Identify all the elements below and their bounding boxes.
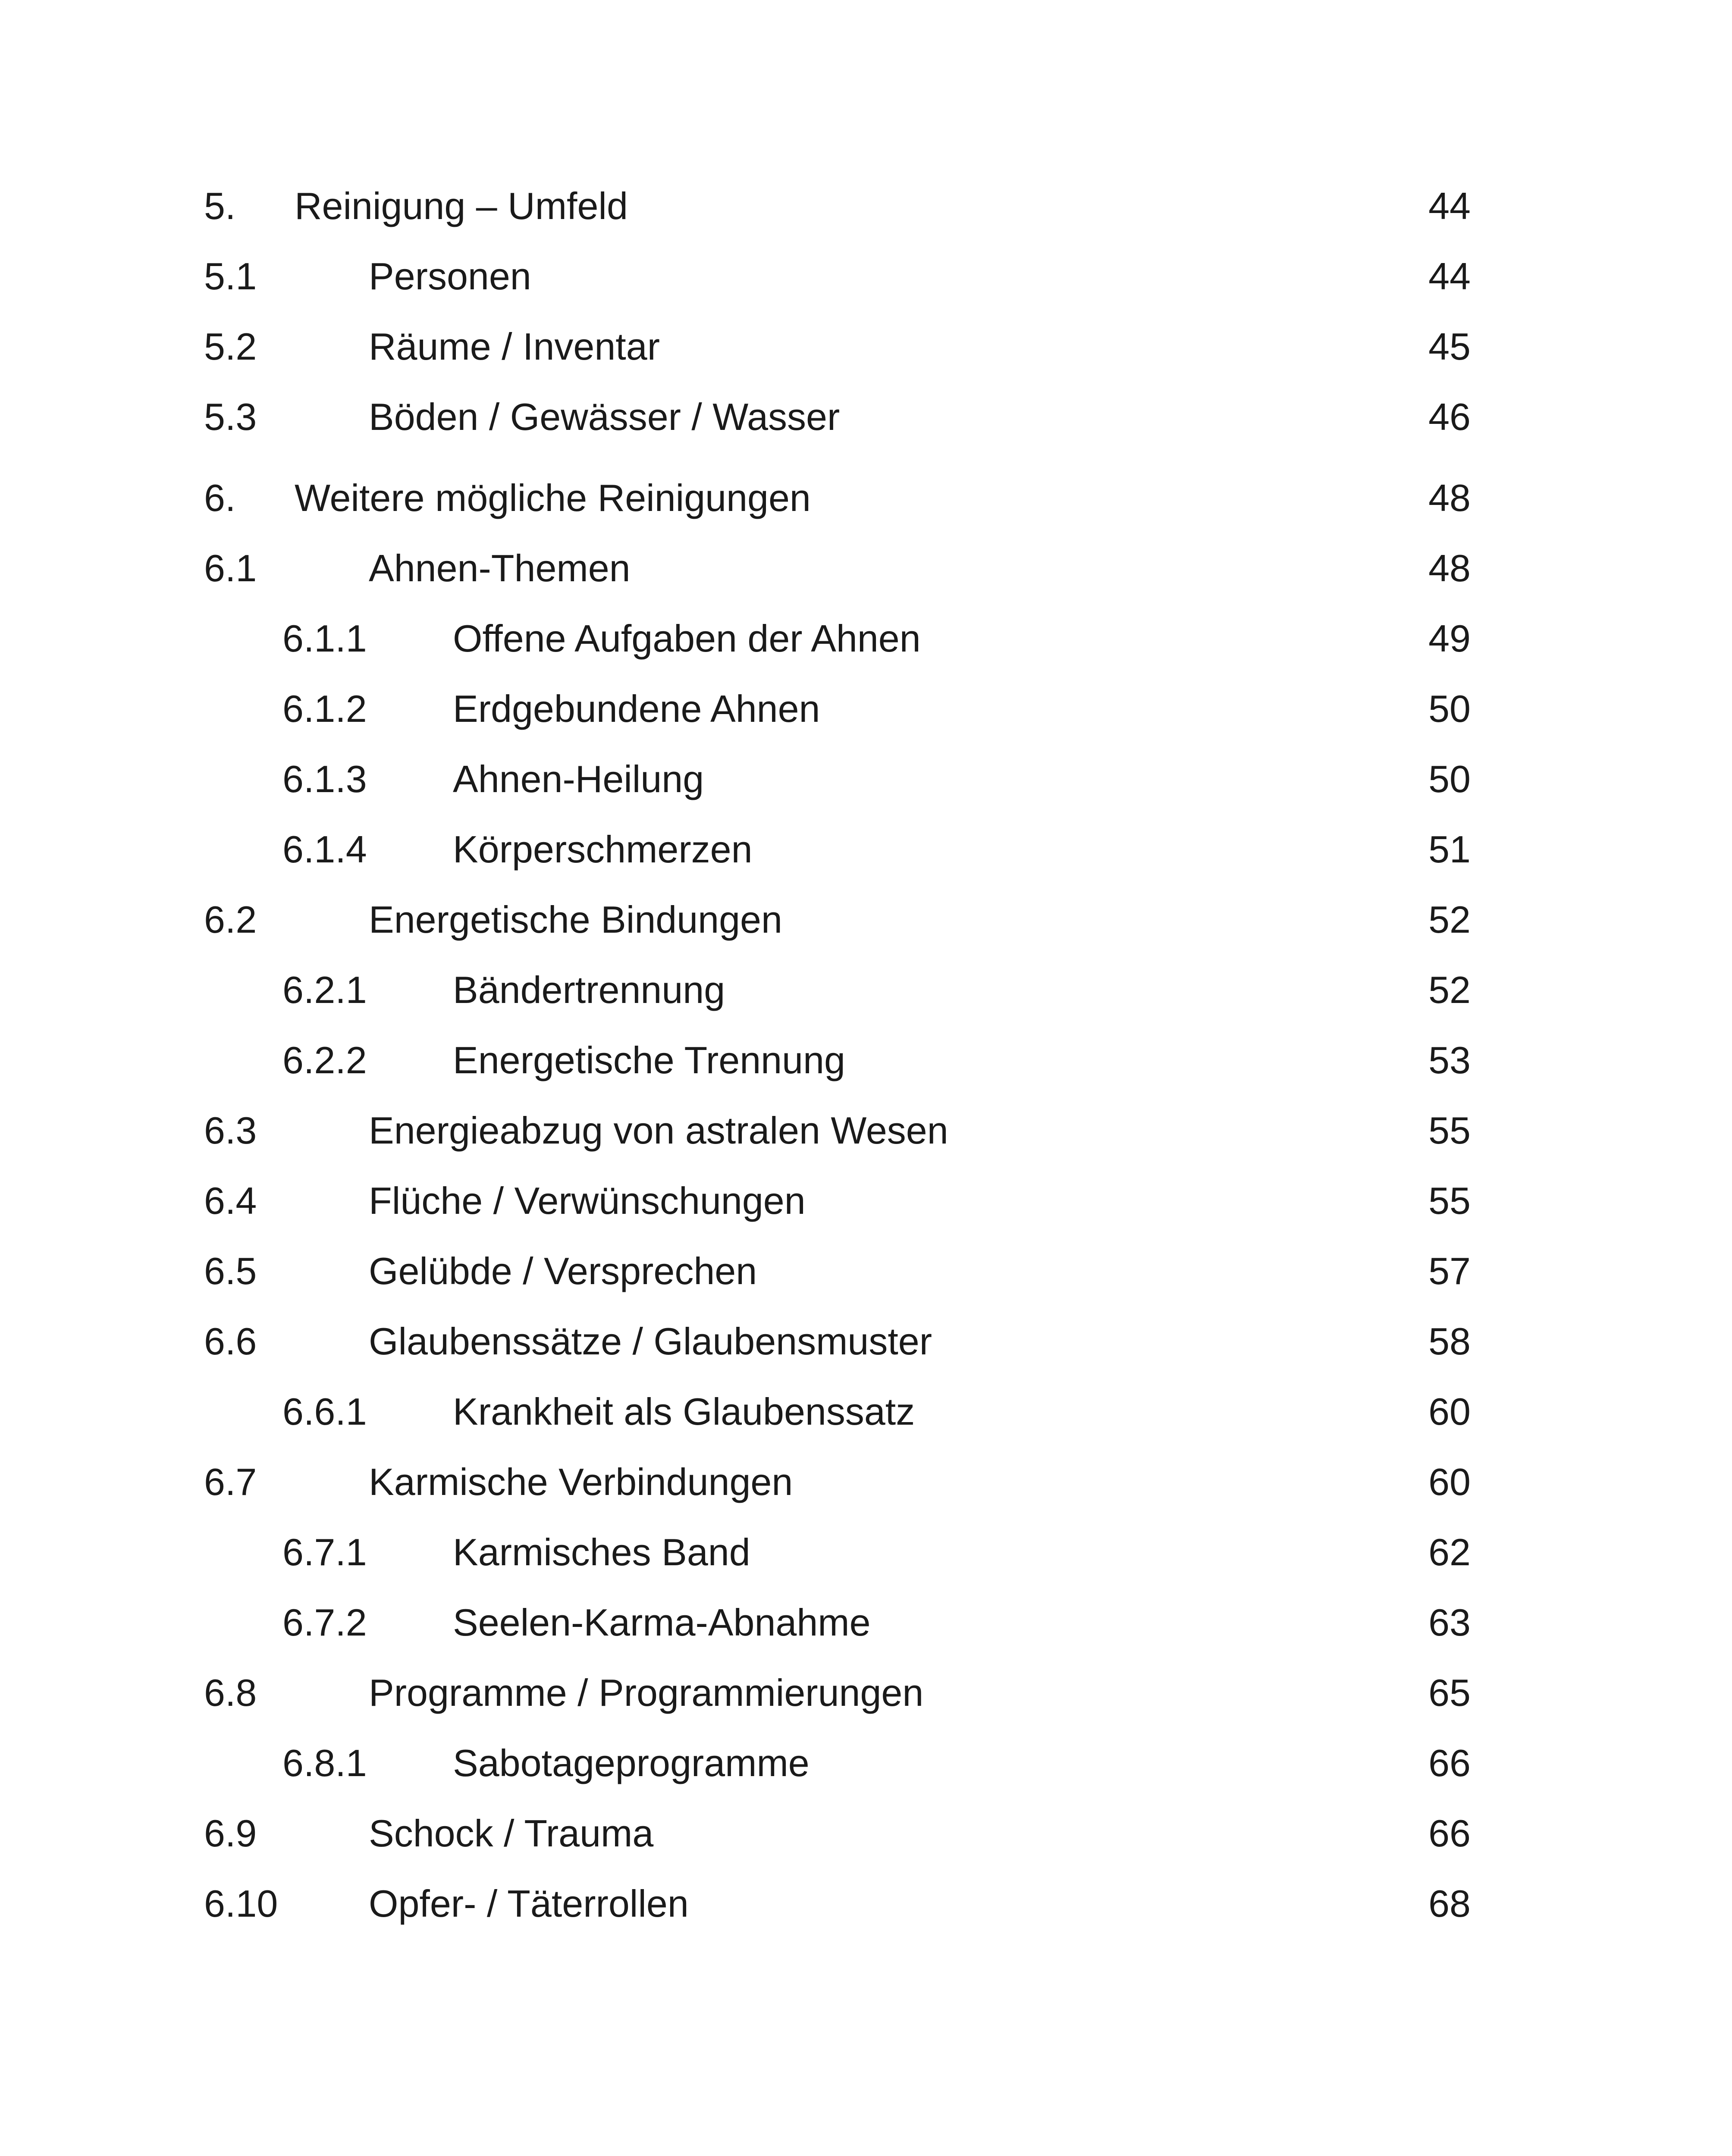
toc-entry[interactable]: [0, 1316, 1732, 1367]
toc-entry[interactable]: [0, 1034, 1732, 1086]
toc-entry[interactable]: [0, 472, 1732, 524]
toc-entry-page: 57: [1428, 1250, 1471, 1292]
toc-entry-title: Erdgebundene Ahnen: [453, 687, 820, 730]
toc-entry-page: 53: [1428, 1039, 1471, 1081]
toc-entry-title: Gelübde / Versprechen: [369, 1250, 757, 1292]
toc-entry-number: 6.1.4: [282, 828, 367, 871]
toc-entry-number: 6.4: [204, 1179, 257, 1222]
toc-entry-page: 62: [1428, 1531, 1471, 1573]
toc-entry-number: 6.10: [204, 1882, 278, 1925]
toc-entry-page: 55: [1428, 1179, 1471, 1222]
toc-entry[interactable]: [0, 1737, 1732, 1789]
toc-entry-page: 49: [1428, 617, 1471, 660]
toc-entry-page: 66: [1428, 1812, 1471, 1855]
toc-entry[interactable]: [0, 1526, 1732, 1578]
toc-entry-title: Sabotageprogramme: [453, 1742, 810, 1784]
toc-entry-number: 6.9: [204, 1812, 257, 1855]
toc-entry-title: Glaubenssätze / Glaubensmuster: [369, 1320, 932, 1363]
toc-entry-title: Reinigung – Umfeld: [295, 185, 628, 227]
toc-entry[interactable]: [0, 251, 1732, 302]
toc-entry[interactable]: [0, 1597, 1732, 1648]
toc-entry-number: 5.3: [204, 395, 257, 438]
toc-entry[interactable]: [0, 1386, 1732, 1438]
toc-entry-page: 65: [1428, 1671, 1471, 1714]
toc-entry-page: 44: [1428, 185, 1471, 227]
toc-entry-page: 63: [1428, 1601, 1471, 1644]
toc-entry[interactable]: [0, 613, 1732, 664]
toc-entry-title: Karmisches Band: [453, 1531, 750, 1573]
toc-entry-title: Opfer- / Täterrollen: [369, 1882, 689, 1925]
toc-entry-number: 6.1.1: [282, 617, 367, 660]
toc-entry-number: 6.8.1: [282, 1742, 367, 1784]
toc-entry[interactable]: [0, 1667, 1732, 1719]
toc-entry-number: 6.5: [204, 1250, 257, 1292]
toc-entry[interactable]: [0, 180, 1732, 232]
toc-entry-page: 55: [1428, 1109, 1471, 1152]
toc-entry-page: 60: [1428, 1390, 1471, 1433]
toc-entry-title: Schock / Trauma: [369, 1812, 654, 1855]
toc-entry-number: 6.1: [204, 547, 257, 589]
toc-entry-title: Karmische Verbindungen: [369, 1460, 793, 1503]
toc-entry[interactable]: [0, 1175, 1732, 1227]
toc-entry-number: 5.1: [204, 255, 257, 298]
toc-entry-page: 51: [1428, 828, 1471, 871]
toc-entry[interactable]: [0, 321, 1732, 373]
toc-entry-number: 5.2: [204, 325, 257, 368]
toc-entry-page: 58: [1428, 1320, 1471, 1363]
toc-entry-title: Programme / Programmierungen: [369, 1671, 924, 1714]
toc-entry-page: 50: [1428, 687, 1471, 730]
toc-entry[interactable]: [0, 1245, 1732, 1297]
toc-entry[interactable]: [0, 824, 1732, 875]
toc-entry-title: Körperschmerzen: [453, 828, 753, 871]
toc-entry[interactable]: [0, 1456, 1732, 1508]
toc-entry-title: Bändertrennung: [453, 968, 725, 1011]
toc-entry-number: 6.8: [204, 1671, 257, 1714]
toc-entry[interactable]: [0, 1808, 1732, 1859]
toc-entry-number: 6.7: [204, 1460, 257, 1503]
toc-entry-page: 52: [1428, 968, 1471, 1011]
toc-entry-number: 6.3: [204, 1109, 257, 1152]
toc-entry-title: Flüche / Verwünschungen: [369, 1179, 806, 1222]
toc-entry-title: Krankheit als Glaubenssatz: [453, 1390, 915, 1433]
toc-entry[interactable]: [0, 894, 1732, 946]
toc-entry-title: Personen: [369, 255, 531, 298]
toc-entry-number: 6.1.3: [282, 758, 367, 800]
toc-entry[interactable]: [0, 1105, 1732, 1156]
toc-entry-title: Weitere mögliche Reinigungen: [295, 476, 811, 519]
toc-entry-page: 46: [1428, 395, 1471, 438]
toc-entry[interactable]: [0, 542, 1732, 594]
toc-entry-title: Ahnen-Heilung: [453, 758, 704, 800]
toc-entry[interactable]: [0, 1878, 1732, 1930]
toc-entry-number: 6.2.2: [282, 1039, 367, 1081]
toc-entry-page: 60: [1428, 1460, 1471, 1503]
toc-entry-number: 6.7.1: [282, 1531, 367, 1573]
toc-entry-page: 45: [1428, 325, 1471, 368]
toc-entry-title: Energieabzug von astralen Wesen: [369, 1109, 948, 1152]
toc-entry-title: Böden / Gewässer / Wasser: [369, 395, 840, 438]
toc-entry-title: Energetische Bindungen: [369, 898, 782, 941]
toc-entry-number: 6.1.2: [282, 687, 367, 730]
toc-entry-number: 6.2: [204, 898, 257, 941]
toc-entry-number: 6.: [204, 476, 236, 519]
toc-entry[interactable]: [0, 964, 1732, 1016]
toc-entry-number: 6.7.2: [282, 1601, 367, 1644]
toc-entry-title: Offene Aufgaben der Ahnen: [453, 617, 921, 660]
toc-entry-number: 6.6: [204, 1320, 257, 1363]
toc-entry-page: 68: [1428, 1882, 1471, 1925]
toc-entry-title: Seelen-Karma-Abnahme: [453, 1601, 871, 1644]
toc-entry-number: 6.6.1: [282, 1390, 367, 1433]
toc-entry-number: 6.2.1: [282, 968, 367, 1011]
toc-entry[interactable]: [0, 391, 1732, 443]
toc-entry-page: 48: [1428, 476, 1471, 519]
toc-entry-page: 44: [1428, 255, 1471, 298]
toc-entry[interactable]: [0, 683, 1732, 735]
toc-entry-title: Ahnen-Themen: [369, 547, 631, 589]
toc-entry-page: 50: [1428, 758, 1471, 800]
toc-entry[interactable]: [0, 753, 1732, 805]
toc-entry-page: 66: [1428, 1742, 1471, 1784]
toc-entry-title: Energetische Trennung: [453, 1039, 845, 1081]
toc-entry-page: 52: [1428, 898, 1471, 941]
toc-entry-number: 5.: [204, 185, 236, 227]
toc-entry-page: 48: [1428, 547, 1471, 589]
toc-entry-title: Räume / Inventar: [369, 325, 660, 368]
